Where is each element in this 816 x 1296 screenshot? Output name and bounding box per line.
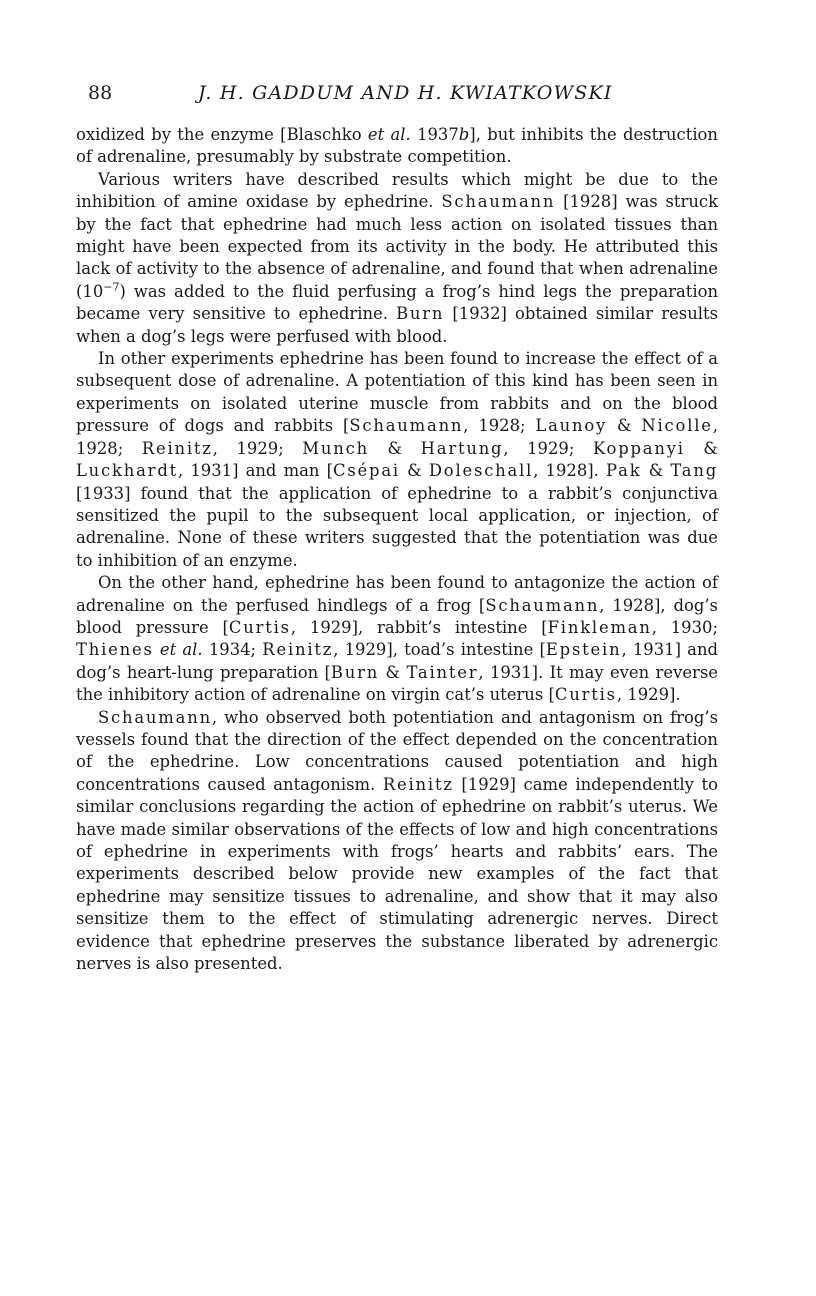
text-run: & xyxy=(368,438,421,458)
paragraph xyxy=(76,348,718,572)
author-name: Schaumann xyxy=(485,595,600,615)
text-run: oxidized by the enzyme [Blaschko xyxy=(76,125,368,144)
text-run: [1929] came independently to similar conclusions regarding the action of ephedrine on rabbit’s uterus. We have made similar observations of the effects of low and high concentrations of ephedrine in experiments with frogs’ hearts and rabbits’ ears. The experiments described below provide new examples of the fact that ephedrine may sensitize tissues to adrenaline, and show that it may also sensitize them to the effect of stimulating adrenergic nerves. Direct evidence that ephedrine preserves the substance liberated by adrenergic nerves is also presented. xyxy=(76,774,718,974)
author-name: Csépai xyxy=(332,461,400,481)
author-name: Pak xyxy=(606,461,642,481)
text-run: 1937 xyxy=(410,125,459,144)
author-name: Reinitz xyxy=(141,438,213,458)
text-run: , 1930; xyxy=(651,617,718,637)
author-name: Curtis xyxy=(554,685,617,705)
italic-text: b xyxy=(458,125,470,144)
page-number: 88 xyxy=(88,82,113,104)
running-title: J. H. GADDUM AND H. KWIATKOWSKI xyxy=(198,82,613,104)
author-name: Reinitz xyxy=(382,774,454,794)
superscript: −7 xyxy=(103,280,120,294)
author-name: Burn xyxy=(330,662,380,682)
running-header xyxy=(76,80,718,108)
author-name: Schaumann xyxy=(441,192,556,212)
author-name: Schaumann xyxy=(98,707,212,727)
paragraph xyxy=(76,124,718,169)
text-run: 1934; xyxy=(202,640,263,660)
text-run: , 1928; xyxy=(76,416,718,458)
text-run: & xyxy=(399,461,429,481)
text-run: , 1928]. xyxy=(533,461,607,481)
text-run: , 1929]. xyxy=(616,685,681,705)
text-run: [1928] was struck by the fact that ephedrine had much less action on isolated tissues than might have been expected from its activity in the body. He attributed this lack of activity to the absence of adrenaline, and found that when adrenaline (10 xyxy=(76,192,718,301)
page xyxy=(76,80,718,975)
text-run: Various writers have described results which might be due to the inhibition of amine oxidase by ephedrine. xyxy=(76,169,718,212)
author-name: Curtis xyxy=(228,617,291,637)
text-run: , 1931] and dog’s heart-lung preparation [ xyxy=(76,640,719,682)
italic-text: et al. xyxy=(367,125,411,144)
author-name: Tainter xyxy=(406,662,479,682)
text-run: , 1929], toad’s intestine [ xyxy=(333,640,546,660)
paragraph xyxy=(76,169,718,348)
text-run: , 1931] and man [ xyxy=(178,461,333,481)
author-name: Epstein xyxy=(545,640,622,660)
text-run: ], but inhibits the destruction of adrenaline, presumably by substrate competition. xyxy=(76,125,718,167)
author-name: Thienes xyxy=(76,640,154,660)
author-name: Launoy xyxy=(535,416,608,436)
text-run: ) was added to the fluid perfusing a frog’s hind legs the preparation became very sensitive to ephedrine. xyxy=(76,281,718,324)
italic-text: et al. xyxy=(159,640,203,660)
text-run: , 1929; xyxy=(503,438,593,458)
text-run: & xyxy=(641,461,671,481)
author-name: Munch xyxy=(302,438,369,458)
text-run: On the other hand, ephedrine has been found to antagonize the action of adrenaline on the perfused hindlegs of a frog [ xyxy=(76,573,718,615)
author-name: Finkleman xyxy=(547,617,652,637)
text-run: [1932] obtained similar results when a dog’s legs were perfused with blood. xyxy=(76,304,718,346)
author-name: Hartung xyxy=(420,438,504,458)
text-run: & xyxy=(379,662,407,682)
author-name: Tang xyxy=(670,461,719,481)
author-name: Nicolle xyxy=(641,416,713,436)
author-name: Luckhardt xyxy=(76,461,178,481)
author-name: Doleschall xyxy=(428,461,534,481)
text-run: & xyxy=(684,438,718,458)
text-run: In other experiments ephedrine has been found to increase the effect of a subsequent dose of adrenaline. A potentiation of this kind has been seen in experiments on isolated uterine muscle from rabbits and on the blood pressure of dogs and rabbits [ xyxy=(76,349,718,436)
author-name: Koppanyi xyxy=(592,438,685,458)
text-run: , 1928; xyxy=(463,416,536,436)
paragraph xyxy=(76,707,718,976)
author-name: Schaumann xyxy=(349,416,464,436)
text-run: , 1931]. It may even reverse the inhibitory action of adrenaline on virgin cat’s uterus [ xyxy=(76,662,718,705)
text-run: , 1929], rabbit’s intestine [ xyxy=(290,617,548,637)
text-run: [1933] found that the application of ephedrine to a rabbit’s conjunctiva sensitized the pupil to the subsequent local application, or injection, of adrenaline. None of these writers suggested that the potentiation was due to inhibition of an enzyme. xyxy=(76,483,718,570)
text-run: , 1928], dog’s blood pressure [ xyxy=(76,595,718,637)
body-text xyxy=(76,124,718,975)
author-name: Reinitz xyxy=(262,640,334,660)
author-name: Burn xyxy=(396,304,445,324)
text-run: & xyxy=(607,416,642,436)
text-run: , who observed both potentiation and antagonism on frog’s vessels found that the direction of the effect depended on the concentration of the ephedrine. Low concentrations caused potentiation and high concentrations caused antagonism. xyxy=(76,707,718,794)
text-run: , 1929; xyxy=(212,438,303,458)
paragraph xyxy=(76,572,718,706)
